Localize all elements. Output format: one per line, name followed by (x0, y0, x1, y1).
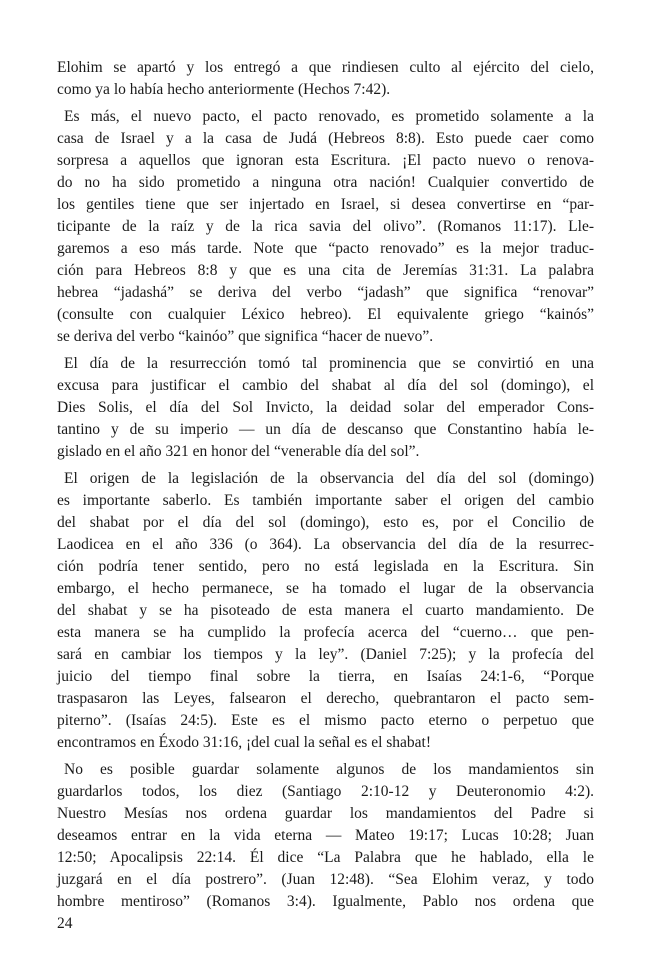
text-line: Es más, el nuevo pacto, el pacto renovado, es prometido solamente a la (64, 108, 594, 125)
text-line: No es posible guardar solamente algunos de los mandamientos sin (64, 761, 594, 778)
text-line: es importante saberlo. Es también importante saber el origen del cambio (57, 492, 594, 509)
paragraph (57, 468, 594, 754)
paragraph (57, 759, 594, 913)
text-line: tantino y de su imperio — un día de descanso que Constantino había le- (57, 421, 594, 438)
text-line: garemos a eso más tarde. Note que “pacto renovado” es la mejor traduc- (57, 240, 594, 257)
text-line: traspasaron las Leyes, falsearon el derecho, quebrantaron el pacto sem- (57, 690, 594, 707)
text-line: embargo, el hecho permanece, se ha tomado el lugar de la observancia (57, 580, 594, 597)
text-line: ción podría tener sentido, pero no está legislada en la Escritura. Sin (57, 558, 594, 575)
page-text (57, 57, 594, 913)
text-line: como ya lo había hecho anteriormente (Hechos 7:42). (57, 81, 391, 98)
text-line: Elohim se apartó y los entregó a que rindiesen culto al ejército del cielo, (57, 59, 594, 76)
text-line: Dies Solis, el día del Sol Invicto, la deidad solar del emperador Cons- (57, 399, 594, 416)
text-line: juicio del tiempo final sobre la tierra, en Isaías 24:1-6, “Porque (57, 668, 594, 685)
text-line: sorpresa a aquellos que ignoran esta Escritura. ¡El pacto nuevo o renova- (57, 152, 594, 169)
text-line: se deriva del verbo “kainóo” que significa “hacer de nuevo”. (57, 328, 434, 345)
paragraph (57, 353, 594, 463)
text-line: del shabat por el día del sol (domingo), esto es, por el Concilio de (57, 514, 594, 531)
text-line: del shabat y se ha pisoteado de esta manera el cuarto mandamiento. De (57, 602, 594, 619)
text-line: Nuestro Mesías nos ordena guardar los mandamientos del Padre si (57, 805, 594, 822)
text-line: juzgará en el día postrero”. (Juan 12:48). “Sea Elohim veraz, y todo (57, 871, 594, 888)
text-line: 12:50; Apocalipsis 22:14. Él dice “La Palabra que he hablado, ella le (57, 849, 594, 866)
text-line: gislado en el año 321 en honor del “venerable día del sol”. (57, 443, 420, 460)
text-line: Laodicea en el año 336 (o 364). La observancia del día de la resurrec- (57, 536, 594, 553)
text-line: guardarlos todos, los diez (Santiago 2:10-12 y Deuteronomio 4:2). (57, 783, 594, 800)
text-line: piterno”. (Isaías 24:5). Este es el mismo pacto eterno o perpetuo que (57, 712, 594, 729)
text-line: do no ha sido prometido a ninguna otra nación! Cualquier convertido de (57, 174, 594, 191)
text-line: hebrea “jadashá” se deriva del verbo “jadash” que significa “renovar” (57, 284, 594, 301)
text-line: esta manera se ha cumplido la profecía acerca del “cuerno… que pen- (57, 624, 594, 641)
text-line: ticipante de la raíz y de la rica savia del olivo”. (Romanos 11:17). Lle- (57, 218, 594, 235)
text-line: encontramos en Éxodo 31:16, ¡del cual la señal es el shabat! (57, 734, 432, 751)
text-line: hombre mentiroso” (Romanos 3:4). Igualmente, Pablo nos ordena que (57, 893, 594, 910)
text-line: deseamos entrar en la vida eterna — Mateo 19:17; Lucas 10:28; Juan (57, 827, 594, 844)
text-line: sará en cambiar los tiempos y la ley”. (Daniel 7:25); y la profecía del (57, 646, 594, 663)
text-line: excusa para justificar el cambio del shabat al día del sol (domingo), el (57, 377, 594, 394)
text-line: ción para Hebreos 8:8 y que es una cita de Jeremías 31:31. La palabra (57, 262, 594, 279)
text-line: El origen de la legislación de la observancia del día del sol (domingo) (64, 470, 594, 487)
text-line: los gentiles tiene que ser injertado en Israel, si desea convertirse en “par- (57, 196, 594, 213)
text-line: El día de la resurrección tomó tal prominencia que se convirtió en una (64, 355, 594, 372)
paragraph (57, 57, 594, 101)
page-number: 24 (57, 915, 73, 932)
text-line: (consulte con cualquier Léxico hebreo). El equivalente griego “kainós” (57, 306, 594, 323)
paragraph (57, 106, 594, 348)
text-line: casa de Israel y a la casa de Judá (Hebreos 8:8). Esto puede caer como (57, 130, 594, 147)
